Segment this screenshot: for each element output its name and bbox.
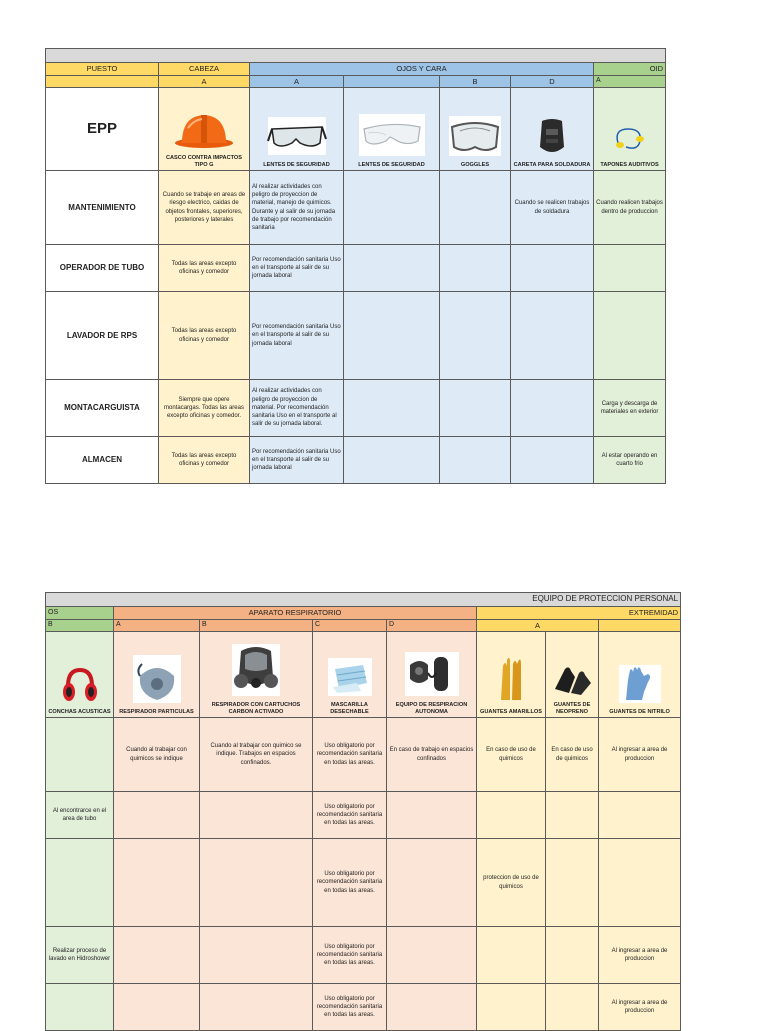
cell bbox=[46, 984, 114, 1031]
cell: Uso obligatorio por recomendación sanitaria en todas las areas. bbox=[313, 927, 387, 984]
table-row bbox=[46, 927, 681, 984]
cell bbox=[546, 839, 599, 927]
item-resp-particulas bbox=[114, 632, 200, 718]
cell: En caso de trabajo en espacios confinados bbox=[387, 718, 477, 792]
item-scba bbox=[387, 632, 477, 718]
cell bbox=[344, 292, 440, 380]
cell bbox=[511, 380, 594, 437]
sub-a-oido: A bbox=[594, 76, 666, 88]
cell: Al realizar actividades con peligro de proyeccion de material. Por recomendación sanitaria Uso en el transporte al salir de su jornada laboral. bbox=[250, 380, 344, 437]
item-goggles-label: GOGGLES bbox=[460, 162, 490, 168]
cell: proteccion de uso de quimicos bbox=[477, 839, 546, 927]
header-puesto: PUESTO bbox=[46, 63, 159, 76]
cell bbox=[46, 718, 114, 792]
item-guantes-nitrilo bbox=[599, 632, 681, 718]
cell: Por recomendación sanitaria Uso en el transporte al salir de su jornada laboral bbox=[250, 292, 344, 380]
cell: Por recomendación sanitaria Uso en el transporte al salir de su jornada laboral bbox=[250, 437, 344, 484]
sub-blank-extremidades bbox=[599, 620, 681, 632]
sub-d-ojos: D bbox=[511, 76, 594, 88]
puesto-operador-de-tubo: OPERADOR DE TUBO bbox=[46, 245, 159, 292]
sub-b-oido: B bbox=[46, 620, 114, 632]
item-resp-particulas-label: RESPIRADOR PARTICULAS bbox=[119, 709, 194, 715]
cell: Al ingresar a area de produccion bbox=[599, 718, 681, 792]
cell: Todas las areas excepto oficinas y comedor bbox=[159, 292, 250, 380]
cell bbox=[46, 839, 114, 927]
sub-b-resp: B bbox=[200, 620, 313, 632]
item-guantes-neopreno-label: GUANTES DE NEOPRENO bbox=[553, 702, 591, 715]
cell: Uso obligatorio por recomendación sanitaria en todas las areas. bbox=[313, 792, 387, 839]
header-ojos-y-cara: OJOS Y CARA bbox=[250, 63, 594, 76]
item-lentes-1 bbox=[250, 88, 344, 171]
cell bbox=[440, 245, 511, 292]
cell: Cuando al trabajar con quimico se indique. Trabajos en espacios confinados. bbox=[200, 718, 313, 792]
cell bbox=[344, 437, 440, 484]
sub-d-resp: D bbox=[387, 620, 477, 632]
cell bbox=[387, 792, 477, 839]
cell bbox=[546, 792, 599, 839]
table-row bbox=[46, 437, 666, 484]
cell bbox=[511, 245, 594, 292]
cell bbox=[477, 984, 546, 1031]
item-tapones bbox=[594, 88, 666, 171]
cell: Todas las areas excepto oficinas y comedor bbox=[159, 437, 250, 484]
sub-a-resp: A bbox=[114, 620, 200, 632]
cell bbox=[114, 984, 200, 1031]
cell bbox=[387, 984, 477, 1031]
item-mascarilla-label: MASCARILLA DESECHABLE bbox=[330, 702, 369, 715]
item-goggles bbox=[440, 88, 511, 171]
earmuffs-icon bbox=[62, 668, 98, 704]
item-conchas bbox=[46, 632, 114, 718]
item-careta bbox=[511, 88, 594, 171]
item-guantes-nitrilo-label: GUANTES DE NITRILO bbox=[609, 709, 670, 715]
cell bbox=[200, 792, 313, 839]
cell bbox=[114, 792, 200, 839]
cell: En caso de uso de quimicos bbox=[546, 718, 599, 792]
cell: En caso de uso de quimicos bbox=[477, 718, 546, 792]
cell: Cuando al trabajar con quimicos se indique bbox=[114, 718, 200, 792]
item-resp-cartuchos-label: RESPIRADOR CON CARTUCHOS CARBON ACTIVADO bbox=[211, 702, 301, 715]
cell bbox=[440, 171, 511, 245]
cell bbox=[344, 380, 440, 437]
item-casco-label: CASCO CONTRA IMPACTOS TIPO G bbox=[165, 155, 243, 168]
sub-a-extremidades: A bbox=[477, 620, 599, 632]
cell bbox=[200, 984, 313, 1031]
sub-a-ojos: A bbox=[250, 76, 344, 88]
puesto-mantenimiento: MANTENIMIENTO bbox=[46, 171, 159, 245]
cell bbox=[200, 839, 313, 927]
cell bbox=[440, 380, 511, 437]
table-row bbox=[46, 792, 681, 839]
item-tapones-label: TAPONES AUDITIVOS bbox=[600, 162, 659, 168]
header-extremidades: EXTREMIDAD bbox=[477, 607, 681, 620]
cell: Realizar proceso de lavado en Hidroshower bbox=[46, 927, 114, 984]
cell bbox=[200, 927, 313, 984]
puesto-lavador-de-rps: LAVADOR DE RPS bbox=[46, 292, 159, 380]
cell: Al ingresar a area de produccion bbox=[599, 927, 681, 984]
item-conchas-label: CONCHAS ACUSTICAS bbox=[48, 709, 111, 715]
cell: Cuando se realicen trabajos de soldadura bbox=[511, 171, 594, 245]
sub-blank-ojos bbox=[344, 76, 440, 88]
cell: Al estar operando en cuarto frio bbox=[594, 437, 666, 484]
cell bbox=[387, 927, 477, 984]
cell bbox=[546, 927, 599, 984]
goggles-icon bbox=[448, 115, 502, 157]
cell: Cuando realicen trabajos dentro de produccion bbox=[594, 171, 666, 245]
table-row bbox=[46, 839, 681, 927]
cell bbox=[511, 292, 594, 380]
sub-b-ojos: B bbox=[440, 76, 511, 88]
sub-blank bbox=[46, 76, 159, 88]
item-guantes-neopreno bbox=[546, 632, 599, 718]
header-os: OS bbox=[46, 607, 114, 620]
table-row bbox=[46, 245, 666, 292]
cell: Cuando se trabaje en areas de riesgo electrico, caidas de objetos frontales, superiores, posteriores y laterales bbox=[159, 171, 250, 245]
epp-label: EPP bbox=[46, 88, 159, 171]
cell bbox=[114, 927, 200, 984]
cell bbox=[344, 171, 440, 245]
cell bbox=[477, 792, 546, 839]
cell: Al encontrarce en el area de tubo bbox=[46, 792, 114, 839]
full-face-respirator-icon bbox=[231, 643, 281, 697]
epp-table-bottom bbox=[45, 592, 681, 1031]
cell bbox=[511, 437, 594, 484]
item-careta-label: CARETA PARA SOLDADURA bbox=[513, 162, 591, 168]
cell bbox=[387, 839, 477, 927]
item-mascarilla bbox=[313, 632, 387, 718]
item-lentes-2-label: LENTES DE SEGURIDAD bbox=[358, 162, 425, 168]
cell bbox=[477, 927, 546, 984]
particle-respirator-icon bbox=[132, 654, 182, 704]
neoprene-gloves-icon bbox=[551, 663, 593, 697]
cell: Todas las areas excepto oficinas y comedor bbox=[159, 245, 250, 292]
item-resp-cartuchos bbox=[200, 632, 313, 718]
cell bbox=[594, 292, 666, 380]
cell: Uso obligatorio por recomendación sanitaria en todas las areas. bbox=[313, 718, 387, 792]
hard-hat-icon bbox=[174, 110, 234, 150]
nitrile-gloves-icon bbox=[618, 664, 662, 704]
disposable-mask-icon bbox=[327, 657, 373, 697]
item-guantes-amarillos-label: GUANTES AMARILLOS bbox=[480, 709, 542, 715]
cell: Carga y descarga de materiales en exterior bbox=[594, 380, 666, 437]
cell bbox=[594, 245, 666, 292]
item-casco bbox=[159, 88, 250, 171]
header-oido: OID bbox=[594, 63, 666, 76]
header-aparato-respiratorio: APARATO RESPIRATORIO bbox=[114, 607, 477, 620]
clear-safety-glasses-icon bbox=[358, 113, 426, 157]
cell bbox=[344, 245, 440, 292]
table-row bbox=[46, 718, 681, 792]
puesto-almacen: ALMACEN bbox=[46, 437, 159, 484]
cell bbox=[440, 292, 511, 380]
cell: Por recomendación sanitaria Uso en el transporte al salir de su jornada laboral bbox=[250, 245, 344, 292]
cell bbox=[599, 792, 681, 839]
cell: Uso obligatorio por recomendación sanitaria en todas las areas. bbox=[313, 984, 387, 1031]
table-row bbox=[46, 984, 681, 1031]
sub-a-cabeza: A bbox=[159, 76, 250, 88]
table-row bbox=[46, 292, 666, 380]
puesto-montacarguista: MONTACARGUISTA bbox=[46, 380, 159, 437]
yellow-gloves-icon bbox=[497, 656, 525, 704]
table-row bbox=[46, 380, 666, 437]
item-scba-label: EQUIPO DE RESPIRACION AUTONOMA bbox=[395, 702, 468, 715]
item-guantes-amarillos bbox=[477, 632, 546, 718]
epp-table-top bbox=[45, 48, 666, 484]
epp-title: EQUIPO DE PROTECCION PERSONAL bbox=[46, 593, 681, 607]
cell bbox=[599, 839, 681, 927]
cell: Al ingresar a area de produccion bbox=[599, 984, 681, 1031]
cell: Al realizar actividades con peligro de proyeccion de material, manejo de quimicos. Durante y al salir de su jornada de trabajo por recomendación sanitaria bbox=[250, 171, 344, 245]
cell bbox=[440, 437, 511, 484]
cell bbox=[546, 984, 599, 1031]
top-blank-band bbox=[46, 49, 666, 63]
earplugs-icon bbox=[610, 123, 650, 157]
item-lentes-1-label: LENTES DE SEGURIDAD bbox=[263, 162, 330, 168]
item-lentes-2 bbox=[344, 88, 440, 171]
cell: Siempre que opere montacargas. Todas las areas excepto oficinas y comedor. bbox=[159, 380, 250, 437]
scba-icon bbox=[404, 651, 460, 697]
table-row bbox=[46, 171, 666, 245]
sub-c-resp: C bbox=[313, 620, 387, 632]
cell: Uso obligatorio por recomendación sanitaria en todas las areas. bbox=[313, 839, 387, 927]
welding-mask-icon bbox=[536, 117, 568, 157]
header-cabeza: CABEZA bbox=[159, 63, 250, 76]
safety-glasses-icon bbox=[266, 115, 328, 157]
cell bbox=[114, 839, 200, 927]
